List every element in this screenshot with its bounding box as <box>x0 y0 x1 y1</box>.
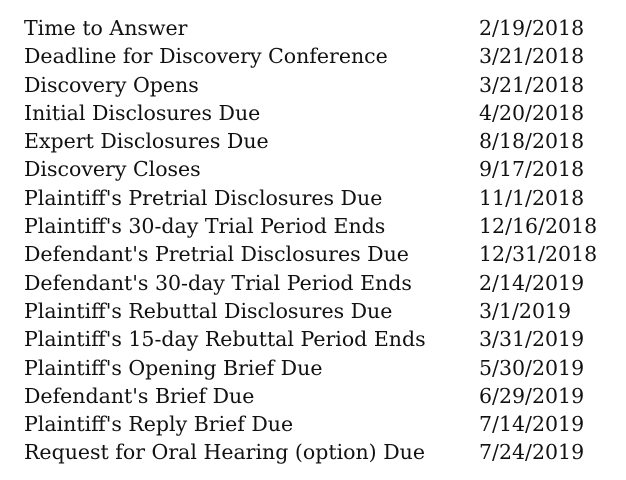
event-date: 3/21/2018 <box>479 72 585 97</box>
event-label: Time to Answer <box>24 16 188 40</box>
event-date: 9/17/2018 <box>479 157 585 182</box>
event-label: Plaintiff's Rebuttal Disclosures Due <box>24 298 393 323</box>
event-date: 2/19/2018 <box>479 16 585 40</box>
event-label: Plaintiff's 30-day Trial Period Ends <box>24 214 386 239</box>
event-date: 3/31/2019 <box>479 327 585 352</box>
event-label: Request for Oral Hearing (option) Due <box>24 440 425 465</box>
event-label: Initial Disclosures Due <box>24 100 261 125</box>
schedule-row-plaintiff-reply-brief <box>24 410 614 438</box>
event-label: Defendant's Pretrial Disclosures Due <box>24 242 409 267</box>
schedule-row-discovery-closes <box>24 155 614 183</box>
event-date: 3/21/2018 <box>479 44 585 69</box>
schedule-row-defendant-trial-period <box>24 269 614 297</box>
event-label: Defendant's 30-day Trial Period Ends <box>24 270 412 295</box>
event-date: 8/18/2018 <box>479 129 585 154</box>
event-label: Defendant's Brief Due <box>24 383 255 408</box>
event-date: 4/20/2018 <box>479 100 585 125</box>
event-label: Expert Disclosures Due <box>24 129 269 154</box>
event-label: Plaintiff's 15-day Rebuttal Period Ends <box>24 327 426 352</box>
schedule-row-defendant-pretrial-disclosures <box>24 240 614 268</box>
event-label: Discovery Opens <box>24 72 199 97</box>
event-label: Plaintiff's Reply Brief Due <box>24 412 294 437</box>
schedule-row-initial-disclosures <box>24 99 614 127</box>
schedule-table <box>24 14 614 467</box>
event-date: 12/31/2018 <box>479 242 598 267</box>
event-date: 7/24/2019 <box>479 440 585 465</box>
event-date: 5/30/2019 <box>479 355 585 380</box>
event-date: 3/1/2019 <box>479 298 572 323</box>
event-date: 7/14/2019 <box>479 412 585 437</box>
schedule-row-plaintiff-pretrial-disclosures <box>24 184 614 212</box>
event-label: Plaintiff's Opening Brief Due <box>24 355 323 380</box>
schedule-row-plaintiff-rebuttal-disclosures <box>24 297 614 325</box>
schedule-row-defendant-brief <box>24 382 614 410</box>
schedule-row-time-to-answer <box>24 14 614 42</box>
schedule-row-plaintiff-trial-period <box>24 212 614 240</box>
event-date: 11/1/2018 <box>479 185 585 210</box>
event-date: 6/29/2019 <box>479 383 585 408</box>
schedule-row-plaintiff-rebuttal-period <box>24 325 614 353</box>
event-date: 2/14/2019 <box>479 270 585 295</box>
schedule-row-oral-hearing-request <box>24 438 614 466</box>
event-date: 12/16/2018 <box>479 214 598 239</box>
schedule-row-discovery-opens <box>24 71 614 99</box>
schedule-row-deadline-discovery-conference <box>24 42 614 70</box>
schedule-row-plaintiff-opening-brief <box>24 354 614 382</box>
schedule-row-expert-disclosures <box>24 127 614 155</box>
event-label: Deadline for Discovery Conference <box>24 44 388 69</box>
event-label: Discovery Closes <box>24 157 201 182</box>
event-label: Plaintiff's Pretrial Disclosures Due <box>24 185 383 210</box>
